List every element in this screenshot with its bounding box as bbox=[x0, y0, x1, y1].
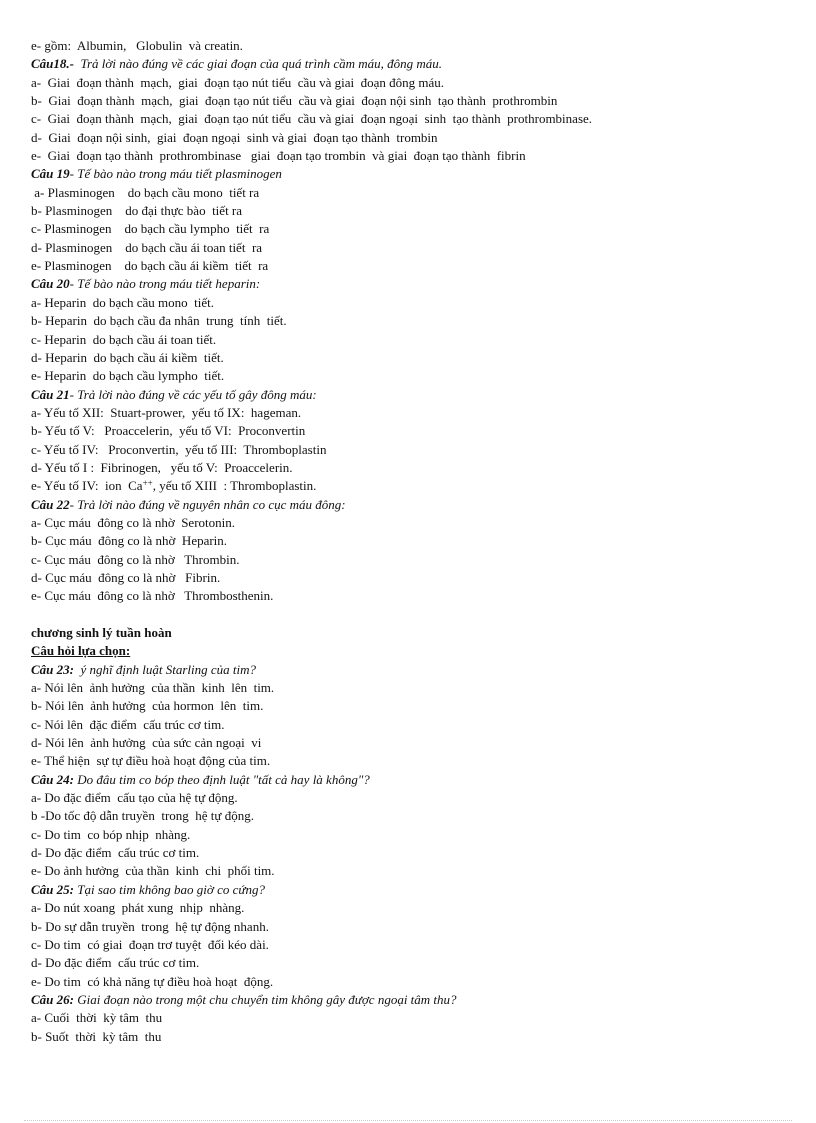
option-text: e- Yếu tố IV: ion Ca bbox=[31, 478, 143, 494]
question-text: - Tế bào nào trong máu tiết heparin: bbox=[69, 276, 261, 292]
question-text: - Tế bào nào trong máu tiết plasminogen bbox=[69, 166, 282, 182]
answer-option: c- Cục máu đông co là nhờ Thrombin. bbox=[31, 551, 240, 567]
answer-option: b- Nói lên ảnh hưởng của hormon lên tim. bbox=[31, 698, 264, 714]
question-text: - Trả lời nào đúng về các yếu tố gây đông máu: bbox=[69, 386, 317, 402]
answer-option: a- Cuối thời kỳ tâm thu bbox=[31, 1010, 163, 1026]
answer-option: b- Heparin do bạch cầu đa nhân trung tính tiết. bbox=[31, 313, 287, 329]
answer-option: a- Do nút xoang phát xung nhịp nhàng. bbox=[31, 900, 245, 916]
answer-option: e- Giai đoạn tạo thành prothrombinase giai đoạn tạo trombin và giai đoạn tạo thành fibrin bbox=[31, 148, 526, 164]
question-number: Câu 25: bbox=[31, 881, 74, 897]
question-line bbox=[31, 496, 791, 514]
question-number: Câu 21 bbox=[31, 386, 70, 402]
answer-option: a- Do đặc điểm cấu tạo của hệ tự động. bbox=[31, 790, 238, 806]
answer-option: a- Cục máu đông co là nhờ Serotonin. bbox=[31, 514, 236, 530]
answer-option: a- Plasminogen do bạch cầu mono tiết ra bbox=[31, 184, 260, 200]
answer-option: c- Do tim có giai đoạn trơ tuyệt đối kéo dài. bbox=[31, 936, 269, 952]
answer-option: d- Nói lên ảnh hưởng của sức cản ngoại vi bbox=[31, 735, 262, 751]
answer-option: e- Do tim có khả năng tự điều hoà hoạt động. bbox=[31, 973, 274, 989]
answer-option: d- Plasminogen do bạch cầu ái toan tiết ra bbox=[31, 239, 263, 255]
answer-option: d- Do đặc điểm cấu trúc cơ tim. bbox=[31, 845, 200, 861]
answer-option: e- Thể hiện sự tự điều hoà hoạt động của tim. bbox=[31, 753, 271, 769]
question-line bbox=[31, 386, 791, 404]
question-line bbox=[31, 991, 791, 1009]
answer-option: c- Heparin do bạch cầu ái toan tiết. bbox=[31, 331, 217, 347]
answer-option: c- Yếu tố IV: Proconvertin, yếu tố III: Thromboplastin bbox=[31, 441, 327, 457]
question-number: Câu 26: bbox=[31, 991, 74, 1007]
answer-option: b- Plasminogen do đại thực bào tiết ra bbox=[31, 203, 243, 219]
answer-option: a- Nói lên ảnh hưởng của thần kinh lên tim. bbox=[31, 680, 275, 696]
answer-option: a- Giai đoạn thành mạch, giai đoạn tạo nút tiểu cầu và giai đoạn đông máu. bbox=[31, 74, 444, 90]
chapter-title: chương sinh lý tuần hoàn bbox=[31, 625, 172, 640]
answer-option: d- Cục máu đông co là nhờ Fibrin. bbox=[31, 569, 221, 585]
answer-option: b- Giai đoạn thành mạch, giai đoạn tạo nút tiểu cầu và giai đoạn nội sinh tạo thành prothrombin bbox=[31, 93, 558, 109]
answer-option: e- Cục máu đông co là nhờ Thrombosthenin. bbox=[31, 588, 274, 604]
question-text: Trả lời nào đúng về các giai đoạn của quá trình cầm máu, đông máu. bbox=[73, 56, 443, 72]
question-text: Tại sao tim không bao giờ co cứng? bbox=[73, 881, 265, 897]
answer-option: c- Nói lên đặc điểm cấu trúc cơ tim. bbox=[31, 716, 225, 732]
answer-option: d- Yếu tố I : Fibrinogen, yếu tố V: Proaccelerin. bbox=[31, 459, 293, 475]
answer-option: d- Do đặc điểm cấu trúc cơ tim. bbox=[31, 955, 200, 971]
answer-option: e- gồm: Albumin, Globulin và creatin. bbox=[31, 38, 243, 53]
answer-option: b -Do tốc độ dẫn truyền trong hệ tự động. bbox=[31, 808, 254, 824]
question-text: Do đâu tim co bóp theo định luật "tất cả hay là không"? bbox=[73, 771, 370, 787]
answer-option: b- Yếu tố V: Proaccelerin, yếu tố VI: Proconvertin bbox=[31, 423, 306, 439]
question-line bbox=[31, 771, 791, 789]
answer-option: d- Giai đoạn nội sinh, giai đoạn ngoại sinh và giai đoạn tạo thành trombin bbox=[31, 129, 438, 145]
answer-option: a- Heparin do bạch cầu mono tiết. bbox=[31, 294, 215, 310]
question-number: Câu 20 bbox=[31, 276, 70, 292]
answer-option: e- Do ảnh hưởng của thần kinh chi phối tim. bbox=[31, 863, 275, 879]
question-line bbox=[31, 661, 791, 679]
answer-option: b- Cục máu đông co là nhờ Heparin. bbox=[31, 533, 228, 549]
question-line bbox=[31, 275, 791, 293]
question-number: Câu 23: bbox=[31, 661, 74, 677]
answer-option: d- Heparin do bạch cầu ái kiềm tiết. bbox=[31, 349, 224, 365]
question-text: - Trả lời nào đúng về nguyên nhân co cục máu đông: bbox=[69, 496, 346, 512]
page-bottom-divider bbox=[24, 1120, 792, 1121]
question-line bbox=[31, 881, 791, 899]
question-number: Câu 22 bbox=[31, 496, 70, 512]
document-page bbox=[31, 37, 791, 1046]
answer-option: a- Yếu tố XII: Stuart-prower, yếu tố IX: hageman. bbox=[31, 404, 302, 420]
section-heading: Câu hỏi lựa chọn: bbox=[31, 643, 131, 659]
superscript-charge: ++ bbox=[142, 478, 153, 489]
option-text-continued: , yếu tố XIII : Thromboplastin. bbox=[152, 478, 317, 494]
answer-option: b- Do sự dẫn truyền trong hệ tự động nhanh. bbox=[31, 918, 269, 934]
answer-option: c- Do tim co bóp nhịp nhàng. bbox=[31, 826, 191, 842]
question-text: Giai đoạn nào trong một chu chuyển tim không gây được ngoại tâm thu? bbox=[73, 991, 457, 1007]
answer-option: b- Suốt thời kỳ tâm thu bbox=[31, 1028, 162, 1044]
question-number: Câu18.- bbox=[31, 56, 74, 72]
question-text: ý nghĩ định luật Starling của tim? bbox=[73, 661, 256, 677]
question-line bbox=[31, 165, 791, 183]
answer-option: e- Heparin do bạch cầu lympho tiết. bbox=[31, 368, 225, 384]
answer-option: e- Plasminogen do bạch cầu ái kiềm tiết ra bbox=[31, 258, 269, 274]
question-line bbox=[31, 55, 791, 73]
blank-line bbox=[31, 606, 791, 624]
answer-option: c- Plasminogen do bạch cầu lympho tiết ra bbox=[31, 221, 270, 237]
question-number: Câu 19 bbox=[31, 166, 70, 182]
answer-option: c- Giai đoạn thành mạch, giai đoạn tạo nút tiểu cầu và giai đoạn ngoại sinh tạo thành prothrombinase. bbox=[31, 111, 593, 127]
question-number: Câu 24: bbox=[31, 771, 74, 787]
answer-option bbox=[31, 477, 791, 495]
